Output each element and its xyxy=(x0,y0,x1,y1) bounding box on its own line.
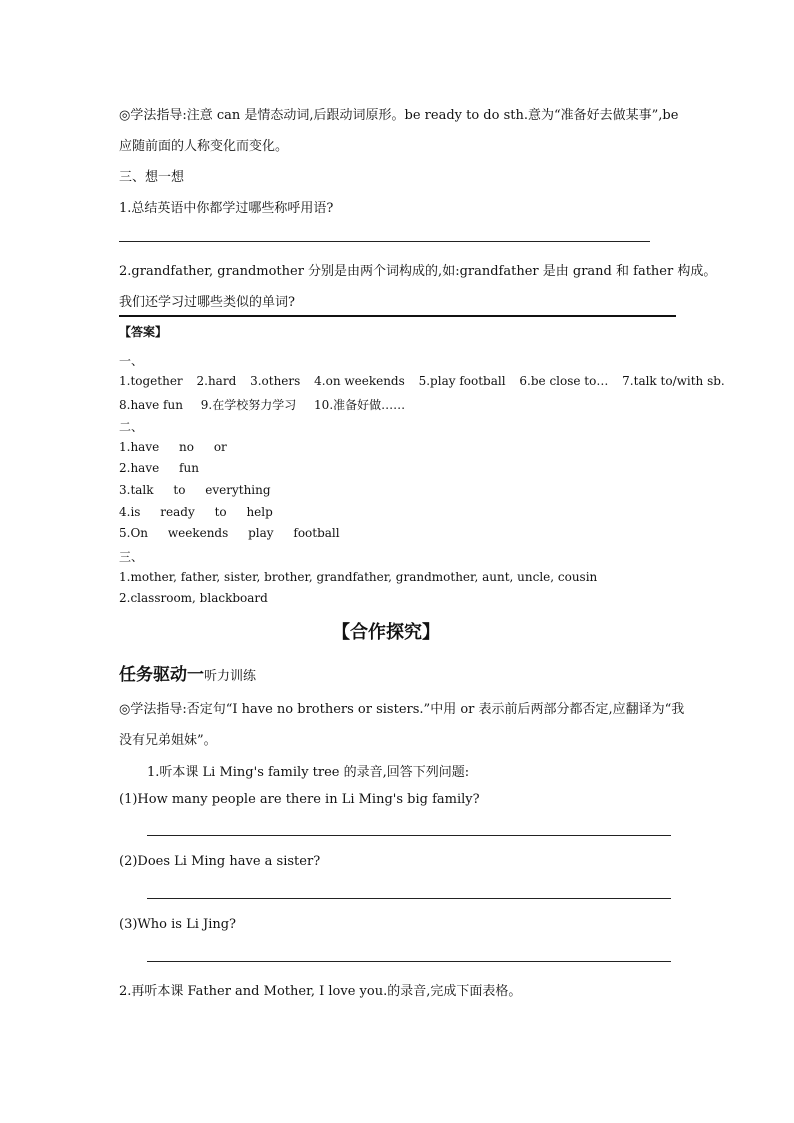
cooperation-guide-line-1: ◎学法指导:否定句“I have no brothers or sisters.”中用 or 表示前后两部分都否定,应翻译为“我 xyxy=(119,702,685,717)
listening-task-1: 1.听本课 Li Ming's family tree 的录音,回答下列问题: xyxy=(147,765,470,780)
answers-part-one-row-2 xyxy=(119,396,405,413)
cooperation-title: 【合作探究】 xyxy=(332,622,440,643)
answer-item: 7.talk to/with sb. xyxy=(622,374,725,388)
answer-item: 3.others xyxy=(250,374,301,388)
answers-part-two-row-1 xyxy=(119,440,227,454)
answer-word: 5.On xyxy=(119,526,149,540)
answer-word: 4.is xyxy=(119,505,141,519)
answers-part-three-row-1: 1.mother, father, sister, brother, grandfather, grandmother, aunt, uncle, cousin xyxy=(119,570,598,584)
answer-word: football xyxy=(293,526,340,540)
answer-word: 2.have xyxy=(119,461,160,475)
section-three-heading: 三、想一想 xyxy=(119,170,185,185)
answer-line xyxy=(147,961,671,962)
think-question-2-line-2: 我们还学习过哪些类似的单词? xyxy=(119,295,295,310)
answer-word: 1.have xyxy=(119,440,160,454)
task-heading xyxy=(119,660,256,685)
answers-part-two-label: 二、 xyxy=(119,420,144,434)
study-guide-line-1: ◎学法指导:注意 can 是情态动词,后跟动词原形。be ready to do sth.意为“准备好去做某事”,be xyxy=(119,108,679,123)
answer-word: no xyxy=(179,440,194,454)
answer-item: 2.hard xyxy=(196,374,237,388)
answer-item: 4.on weekends xyxy=(314,374,405,388)
answer-item: 9.在学校努力学习 xyxy=(200,398,297,412)
answer-word: play xyxy=(248,526,274,540)
answer-word: to xyxy=(173,483,186,497)
answers-part-one-row-1 xyxy=(119,374,725,388)
answer-item: 8.have fun xyxy=(119,398,183,412)
task-heading-bold: 任务驱动一 xyxy=(119,665,204,685)
answers-part-two-row-5 xyxy=(119,526,340,540)
answer-line xyxy=(147,898,671,899)
answer-item: 1.together xyxy=(119,374,183,388)
answer-word: weekends xyxy=(167,526,229,540)
listening-question-3: (3)Who is Li Jing? xyxy=(119,917,237,932)
listening-task-2: 2.再听本课 Father and Mother, I love you.的录音,完成下面表格。 xyxy=(119,984,522,999)
answer-word: to xyxy=(214,505,227,519)
think-question-2-line-1: 2.grandfather, grandmother 分别是由两个词构成的,如:grandfather 是由 grand 和 father 构成。 xyxy=(119,264,717,279)
listening-question-2: (2)Does Li Ming have a sister? xyxy=(119,854,321,869)
answers-part-two-row-2 xyxy=(119,461,199,475)
task-heading-small: 听力训练 xyxy=(204,669,257,684)
answers-part-one-label: 一、 xyxy=(119,354,144,368)
listening-question-1: (1)How many people are there in Li Ming's big family? xyxy=(119,792,480,807)
answers-title: 【答案】 xyxy=(119,325,168,339)
answer-item: 5.play football xyxy=(418,374,506,388)
answer-word: ready xyxy=(160,505,195,519)
answer-item: 6.be close to… xyxy=(519,374,609,388)
cooperation-guide-line-2: 没有兄弟姐妹”。 xyxy=(119,733,217,748)
answer-word: 3.talk xyxy=(119,483,154,497)
answers-part-three-row-2: 2.classroom, blackboard xyxy=(119,591,268,605)
answer-line xyxy=(147,835,671,836)
answer-word: or xyxy=(213,440,227,454)
answers-part-two-row-4 xyxy=(119,505,273,519)
answer-word: everything xyxy=(205,483,271,497)
study-guide-line-2: 应随前面的人称变化而变化。 xyxy=(119,139,289,154)
answers-part-three-label: 三、 xyxy=(119,550,144,564)
think-question-1: 1.总结英语中你都学过哪些称呼用语? xyxy=(119,201,334,216)
answer-item: 10.准备好做…… xyxy=(314,398,406,412)
answer-line xyxy=(119,241,650,242)
answer-word: help xyxy=(246,505,273,519)
section-divider xyxy=(119,315,676,317)
answer-word: fun xyxy=(179,461,199,475)
answers-part-two-row-3 xyxy=(119,483,271,497)
